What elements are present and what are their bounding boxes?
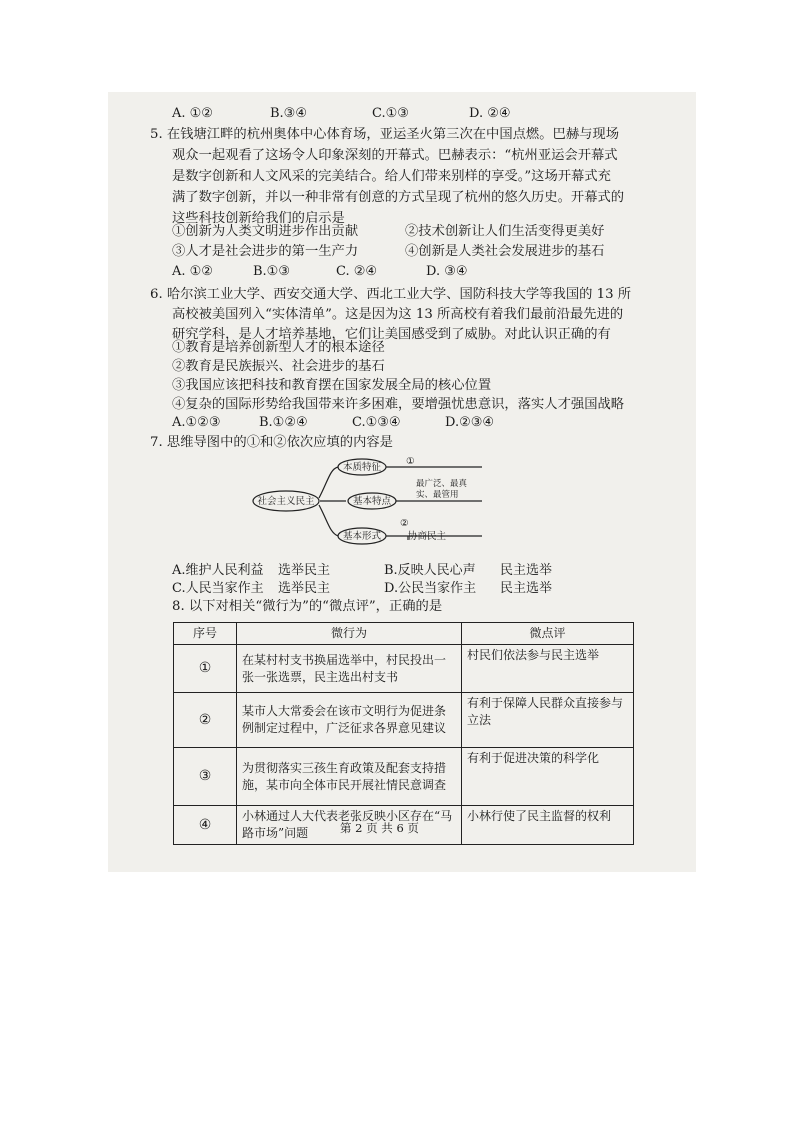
- row-number: ③: [174, 748, 237, 806]
- row-behavior: 为贯彻落实三孩生育政策及配套支持措施，某市向全体市民开展社情民意调查: [237, 748, 462, 806]
- q5-item-4: ④创新是人类社会发展进步的基石: [405, 244, 605, 259]
- q5-item-1: ①创新为人类文明进步作出贡献: [172, 224, 359, 239]
- mind-map: [250, 456, 500, 548]
- q4-option-b: B.③④: [270, 106, 307, 121]
- q6-option-b: B.①②④: [259, 415, 308, 430]
- mind-map-note-line-2: 实、最管用: [416, 490, 459, 500]
- header-micro-behavior: 微行为: [237, 623, 462, 645]
- q5-option-c: C. ②④: [336, 264, 378, 279]
- q5-option-b: B.①③: [253, 264, 290, 279]
- q5-stem-line-5: 这些科技创新给我们的启示是: [172, 211, 345, 226]
- mind-map-branch-1-label: 本质特征: [342, 462, 382, 473]
- mind-map-center-label: 社会主义民主: [257, 496, 315, 507]
- row-comment: 有利于促进决策的科学化: [462, 748, 634, 806]
- mind-map-leaf-label: 协商民主: [408, 531, 447, 542]
- row-number: ②: [174, 693, 237, 748]
- q5-stem-line-1: 5. 在钱塘江畔的杭州奥体中心体育场，亚运圣火第三次在中国点燃。巴赫与现场: [150, 127, 620, 142]
- q6-option-a: A.①②③: [172, 415, 221, 430]
- q7-option-b-part-1: B.反映人民心声: [384, 563, 476, 578]
- q6-stem-line-2: 高校被美国列入“实体清单”。这是因为这 13 所高校有着我们最前沿最先进的: [172, 307, 624, 322]
- q6-option-d: D.②③④: [445, 415, 495, 430]
- q8-stem: 8. 以下对相关“微行为”的“微点评”，正确的是: [172, 599, 443, 614]
- row-comment: 村民们依法参与民主选举: [462, 645, 634, 693]
- q6-item-4: ④复杂的国际形势给我国带来许多困难，要增强忧患意识，落实人才强国战略: [172, 397, 625, 412]
- q6-item-3: ③我国应该把科技和教育摆在国家发展全局的核心位置: [172, 378, 492, 393]
- mind-map-note-line-1: 最广泛、最真: [416, 479, 468, 489]
- q7-option-b-part-2: 民主选举: [500, 563, 553, 578]
- q6-option-c: C.①③④: [352, 415, 401, 430]
- q5-stem-line-3: 是数字创新和人文风采的完美结合。给人们带来别样的享受。”这场开幕式充: [172, 169, 611, 184]
- q5-item-2: ②技术创新让人们生活变得更美好: [405, 224, 605, 239]
- mind-map-branch-2-label: 基本特点: [352, 496, 392, 507]
- q7-option-d-part-1: D.公民当家作主: [384, 581, 477, 596]
- q7-option-c-part-2: 选举民主: [278, 581, 331, 596]
- header-micro-comment: 微点评: [462, 623, 634, 645]
- table-row: [174, 748, 634, 806]
- q7-option-d-part-2: 民主选举: [500, 581, 553, 596]
- mind-map-branch-3-label: 基本形式: [342, 531, 382, 542]
- row-behavior: 在某村村支书换届选举中，村民投出一张一张选票，民主选出村支书: [237, 645, 462, 693]
- mind-map-blank-2: ②: [400, 518, 409, 529]
- q6-stem-line-1: 6. 哈尔滨工业大学、西安交通大学、西北工业大学、国防科技大学等我国的 13 所: [150, 287, 632, 302]
- row-behavior: 某市人大常委会在该市文明行为促进条例制定过程中，广泛征求各界意见建议: [237, 693, 462, 748]
- q4-option-c: C.①③: [372, 106, 409, 121]
- q4-option-d: D. ②④: [469, 106, 511, 121]
- q7-option-c-part-1: C.人民当家作主: [172, 581, 264, 596]
- q5-option-d: D. ③④: [426, 264, 468, 279]
- q7-stem: 7. 思维导图中的①和②依次应填的内容是: [150, 435, 393, 450]
- table-row: [174, 693, 634, 748]
- row-comment: 小林行使了民主监督的权利: [462, 806, 634, 845]
- row-number: ①: [174, 645, 237, 693]
- page-footer: 第 2 页 共 6 页: [340, 821, 419, 835]
- q7-option-a-part-1: A.维护人民利益: [172, 563, 264, 578]
- header-number: 序号: [174, 623, 237, 645]
- q7-option-a-part-2: 选举民主: [278, 563, 331, 578]
- q4-option-a: A. ①②: [172, 106, 213, 121]
- q5-stem-line-4: 满了数字创新，并以一种非常有创意的方式呈现了杭州的悠久历史。开幕式的: [172, 190, 625, 205]
- micro-behavior-table: [173, 622, 634, 845]
- row-behavior: 小林通过人大代表老张反映小区存在“马路市场”问题: [237, 806, 462, 845]
- q5-stem-line-2: 观众一起观看了这场令人印象深刻的开幕式。巴赫表示：“杭州亚运会开幕式: [172, 148, 618, 163]
- table-header-row: [174, 623, 634, 645]
- q6-stem-line-3: 研究学科，是人才培养基地，它们让美国感受到了威胁。对此认识正确的有: [172, 327, 611, 342]
- table-row: [174, 645, 634, 693]
- q6-item-2: ②教育是民族振兴、社会进步的基石: [172, 359, 385, 374]
- row-number: ④: [174, 806, 237, 845]
- row-comment: 有利于保障人民群众直接参与立法: [462, 693, 634, 748]
- q6-item-1: ①教育是培养创新型人才的根本途径: [172, 340, 385, 355]
- q5-item-3: ③人才是社会进步的第一生产力: [172, 244, 359, 259]
- mind-map-blank-1: ①: [406, 456, 415, 467]
- q5-option-a: A. ①②: [172, 264, 213, 279]
